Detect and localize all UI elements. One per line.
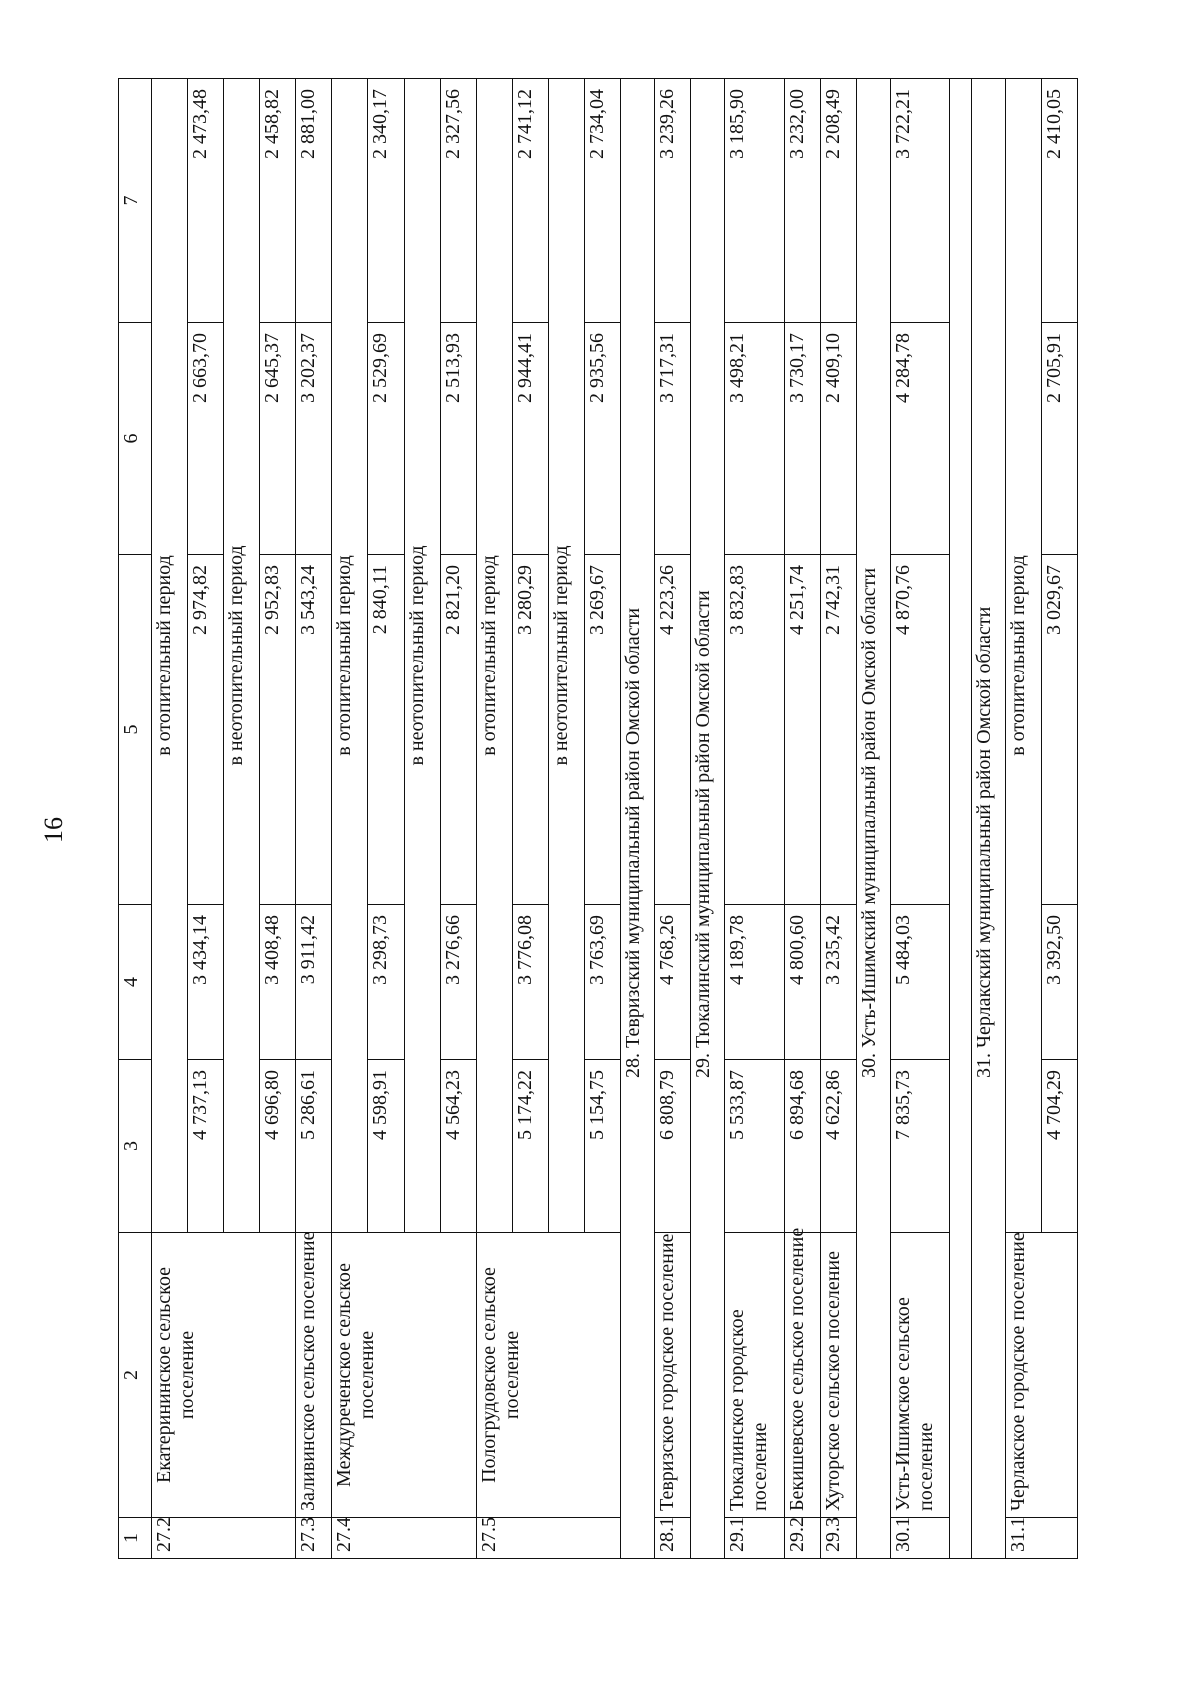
period-label: в отопительный период: [332, 79, 368, 1233]
period-row: [476, 79, 512, 1559]
value-cell: 2 935,56: [585, 323, 621, 555]
row-number: 27.3: [296, 1518, 332, 1559]
settlement-name: Заливинское сельское поселение: [296, 1233, 332, 1518]
value-cell: 2 741,12: [512, 79, 548, 323]
table-row: [725, 79, 784, 1559]
value-cell: 3 276,66: [440, 905, 476, 1060]
value-cell: 2 952,83: [260, 555, 296, 905]
value-cell: 2 742,31: [820, 555, 856, 905]
settlement-name: Екатерининское сельское поселение: [151, 1233, 295, 1518]
row-number: 27.4: [332, 1518, 476, 1559]
header-row: [119, 79, 152, 1559]
value-cell: 3 717,31: [655, 323, 691, 555]
value-cell: 4 598,91: [368, 1060, 404, 1233]
value-cell: 4 189,78: [725, 905, 784, 1060]
value-cell: 4 223,26: [655, 555, 691, 905]
value-cell: 4 870,76: [890, 555, 949, 905]
district-title: 29. Тюкалинский муниципальный район Омской области: [691, 79, 725, 1559]
value-cell: 3 185,90: [725, 79, 784, 323]
value-cell: 2 645,37: [260, 323, 296, 555]
value-cell: 2 734,04: [585, 79, 621, 323]
value-cell: 5 154,75: [585, 1060, 621, 1233]
district-row: [856, 79, 890, 1559]
value-cell: 4 768,26: [655, 905, 691, 1060]
settlement-name: Пологрудовское сельское поселение: [476, 1233, 620, 1518]
value-cell: 2 458,82: [260, 79, 296, 323]
row-number: 27.5: [476, 1518, 620, 1559]
period-row: [332, 79, 368, 1559]
value-cell: 4 704,29: [1041, 1060, 1077, 1233]
value-cell: 4 564,23: [440, 1060, 476, 1233]
header-cell: 5: [119, 555, 152, 905]
value-cell: 4 251,74: [784, 555, 820, 905]
value-cell: 2 327,56: [440, 79, 476, 323]
page-number: 16: [39, 817, 68, 843]
row-number: 29.3: [820, 1518, 856, 1559]
period-row: [1005, 79, 1041, 1559]
row-number: 29.2: [784, 1518, 820, 1559]
row-number: 27.2: [151, 1518, 295, 1559]
district-row: [971, 79, 1005, 1559]
settlement-name: Усть-Ишимское сельское поселение: [890, 1233, 949, 1518]
district-title: 31. Черлакский муниципальный район Омской области: [971, 79, 1005, 1559]
value-cell: 4 800,60: [784, 905, 820, 1060]
period-label: в отопительный период: [151, 79, 187, 1233]
settlement-name: Междуреченское сельское поселение: [332, 1233, 476, 1518]
value-cell: 2 529,69: [368, 323, 404, 555]
row-number: 31.1: [1005, 1518, 1077, 1559]
period-label: в отопительный период: [1005, 79, 1041, 1233]
header-cell: 7: [119, 79, 152, 323]
row-number: 29.1: [725, 1518, 784, 1559]
settlement-name: Тюкалинское городское поселение: [725, 1233, 784, 1518]
value-cell: 3 392,50: [1041, 905, 1077, 1060]
header-cell: 4: [119, 905, 152, 1060]
value-cell: 3 776,08: [512, 905, 548, 1060]
tariff-table: [118, 78, 1078, 1559]
value-cell: 2 473,48: [188, 79, 224, 323]
value-cell: 5 484,03: [890, 905, 949, 1060]
row-number: 30.1: [890, 1518, 949, 1559]
header-cell: 6: [119, 323, 152, 555]
district-title: 28. Тевризский муниципальный район Омской области: [621, 79, 655, 1559]
value-cell: 3 722,21: [890, 79, 949, 323]
table-row: [296, 79, 332, 1559]
table-row: [655, 79, 691, 1559]
value-cell: 2 340,17: [368, 79, 404, 323]
value-cell: 2 513,93: [440, 323, 476, 555]
period-label: в неотопительный период: [404, 79, 440, 1233]
value-cell: 2 974,82: [188, 555, 224, 905]
value-cell: 3 911,42: [296, 905, 332, 1060]
period-row: [151, 79, 187, 1559]
value-cell: 3 408,48: [260, 905, 296, 1060]
value-cell: 3 269,67: [585, 555, 621, 905]
value-cell: 3 434,14: [188, 905, 224, 1060]
value-cell: 5 533,87: [725, 1060, 784, 1233]
value-cell: 3 280,29: [512, 555, 548, 905]
value-cell: 3 239,26: [655, 79, 691, 323]
header-cell: 2: [119, 1233, 152, 1518]
value-cell: 2 410,05: [1041, 79, 1077, 323]
table-row: [890, 79, 949, 1559]
value-cell: 3 029,67: [1041, 555, 1077, 905]
value-cell: 2 409,10: [820, 323, 856, 555]
value-cell: 3 730,17: [784, 323, 820, 555]
spacer-row: [950, 79, 971, 1559]
value-cell: 3 298,73: [368, 905, 404, 1060]
value-cell: 7 835,73: [890, 1060, 949, 1233]
settlement-name: Хуторское сельское поселение: [820, 1233, 856, 1518]
value-cell: 4 622,86: [820, 1060, 856, 1233]
value-cell: 3 202,37: [296, 323, 332, 555]
settlement-name: Бекишевское сельское поселение: [784, 1233, 820, 1518]
value-cell: 6 894,68: [784, 1060, 820, 1233]
value-cell: 3 763,69: [585, 905, 621, 1060]
value-cell: 3 232,00: [784, 79, 820, 323]
value-cell: 6 808,79: [655, 1060, 691, 1233]
value-cell: 2 840,11: [368, 555, 404, 905]
value-cell: 2 881,00: [296, 79, 332, 323]
value-cell: 2 944,41: [512, 323, 548, 555]
value-cell: 2 705,91: [1041, 323, 1077, 555]
period-label: в неотопительный период: [224, 79, 260, 1233]
value-cell: 4 284,78: [890, 323, 949, 555]
value-cell: 3 498,21: [725, 323, 784, 555]
table-row: [820, 79, 856, 1559]
tariff-table-container: [118, 79, 1078, 1559]
value-cell: 2 208,49: [820, 79, 856, 323]
value-cell: 3 543,24: [296, 555, 332, 905]
value-cell: 4 737,13: [188, 1060, 224, 1233]
value-cell: 2 821,20: [440, 555, 476, 905]
district-title: 30. Усть-Ишимский муниципальный район Омской области: [856, 79, 890, 1559]
header-cell: 3: [119, 1060, 152, 1233]
value-cell: 5 286,61: [296, 1060, 332, 1233]
settlement-name: Тевризское городское поселение: [655, 1233, 691, 1518]
value-cell: 2 663,70: [188, 323, 224, 555]
spacer-cell: [950, 79, 971, 1559]
settlement-name: Черлакское городское поселение: [1005, 1233, 1077, 1518]
value-cell: 5 174,22: [512, 1060, 548, 1233]
value-cell: 3 235,42: [820, 905, 856, 1060]
district-row: [691, 79, 725, 1559]
row-number: 28.1: [655, 1518, 691, 1559]
table-row: [784, 79, 820, 1559]
district-row: [621, 79, 655, 1559]
header-cell: 1: [119, 1518, 152, 1559]
value-cell: 3 832,83: [725, 555, 784, 905]
period-label: в неотопительный период: [548, 79, 584, 1233]
value-cell: 4 696,80: [260, 1060, 296, 1233]
period-label: в отопительный период: [476, 79, 512, 1233]
